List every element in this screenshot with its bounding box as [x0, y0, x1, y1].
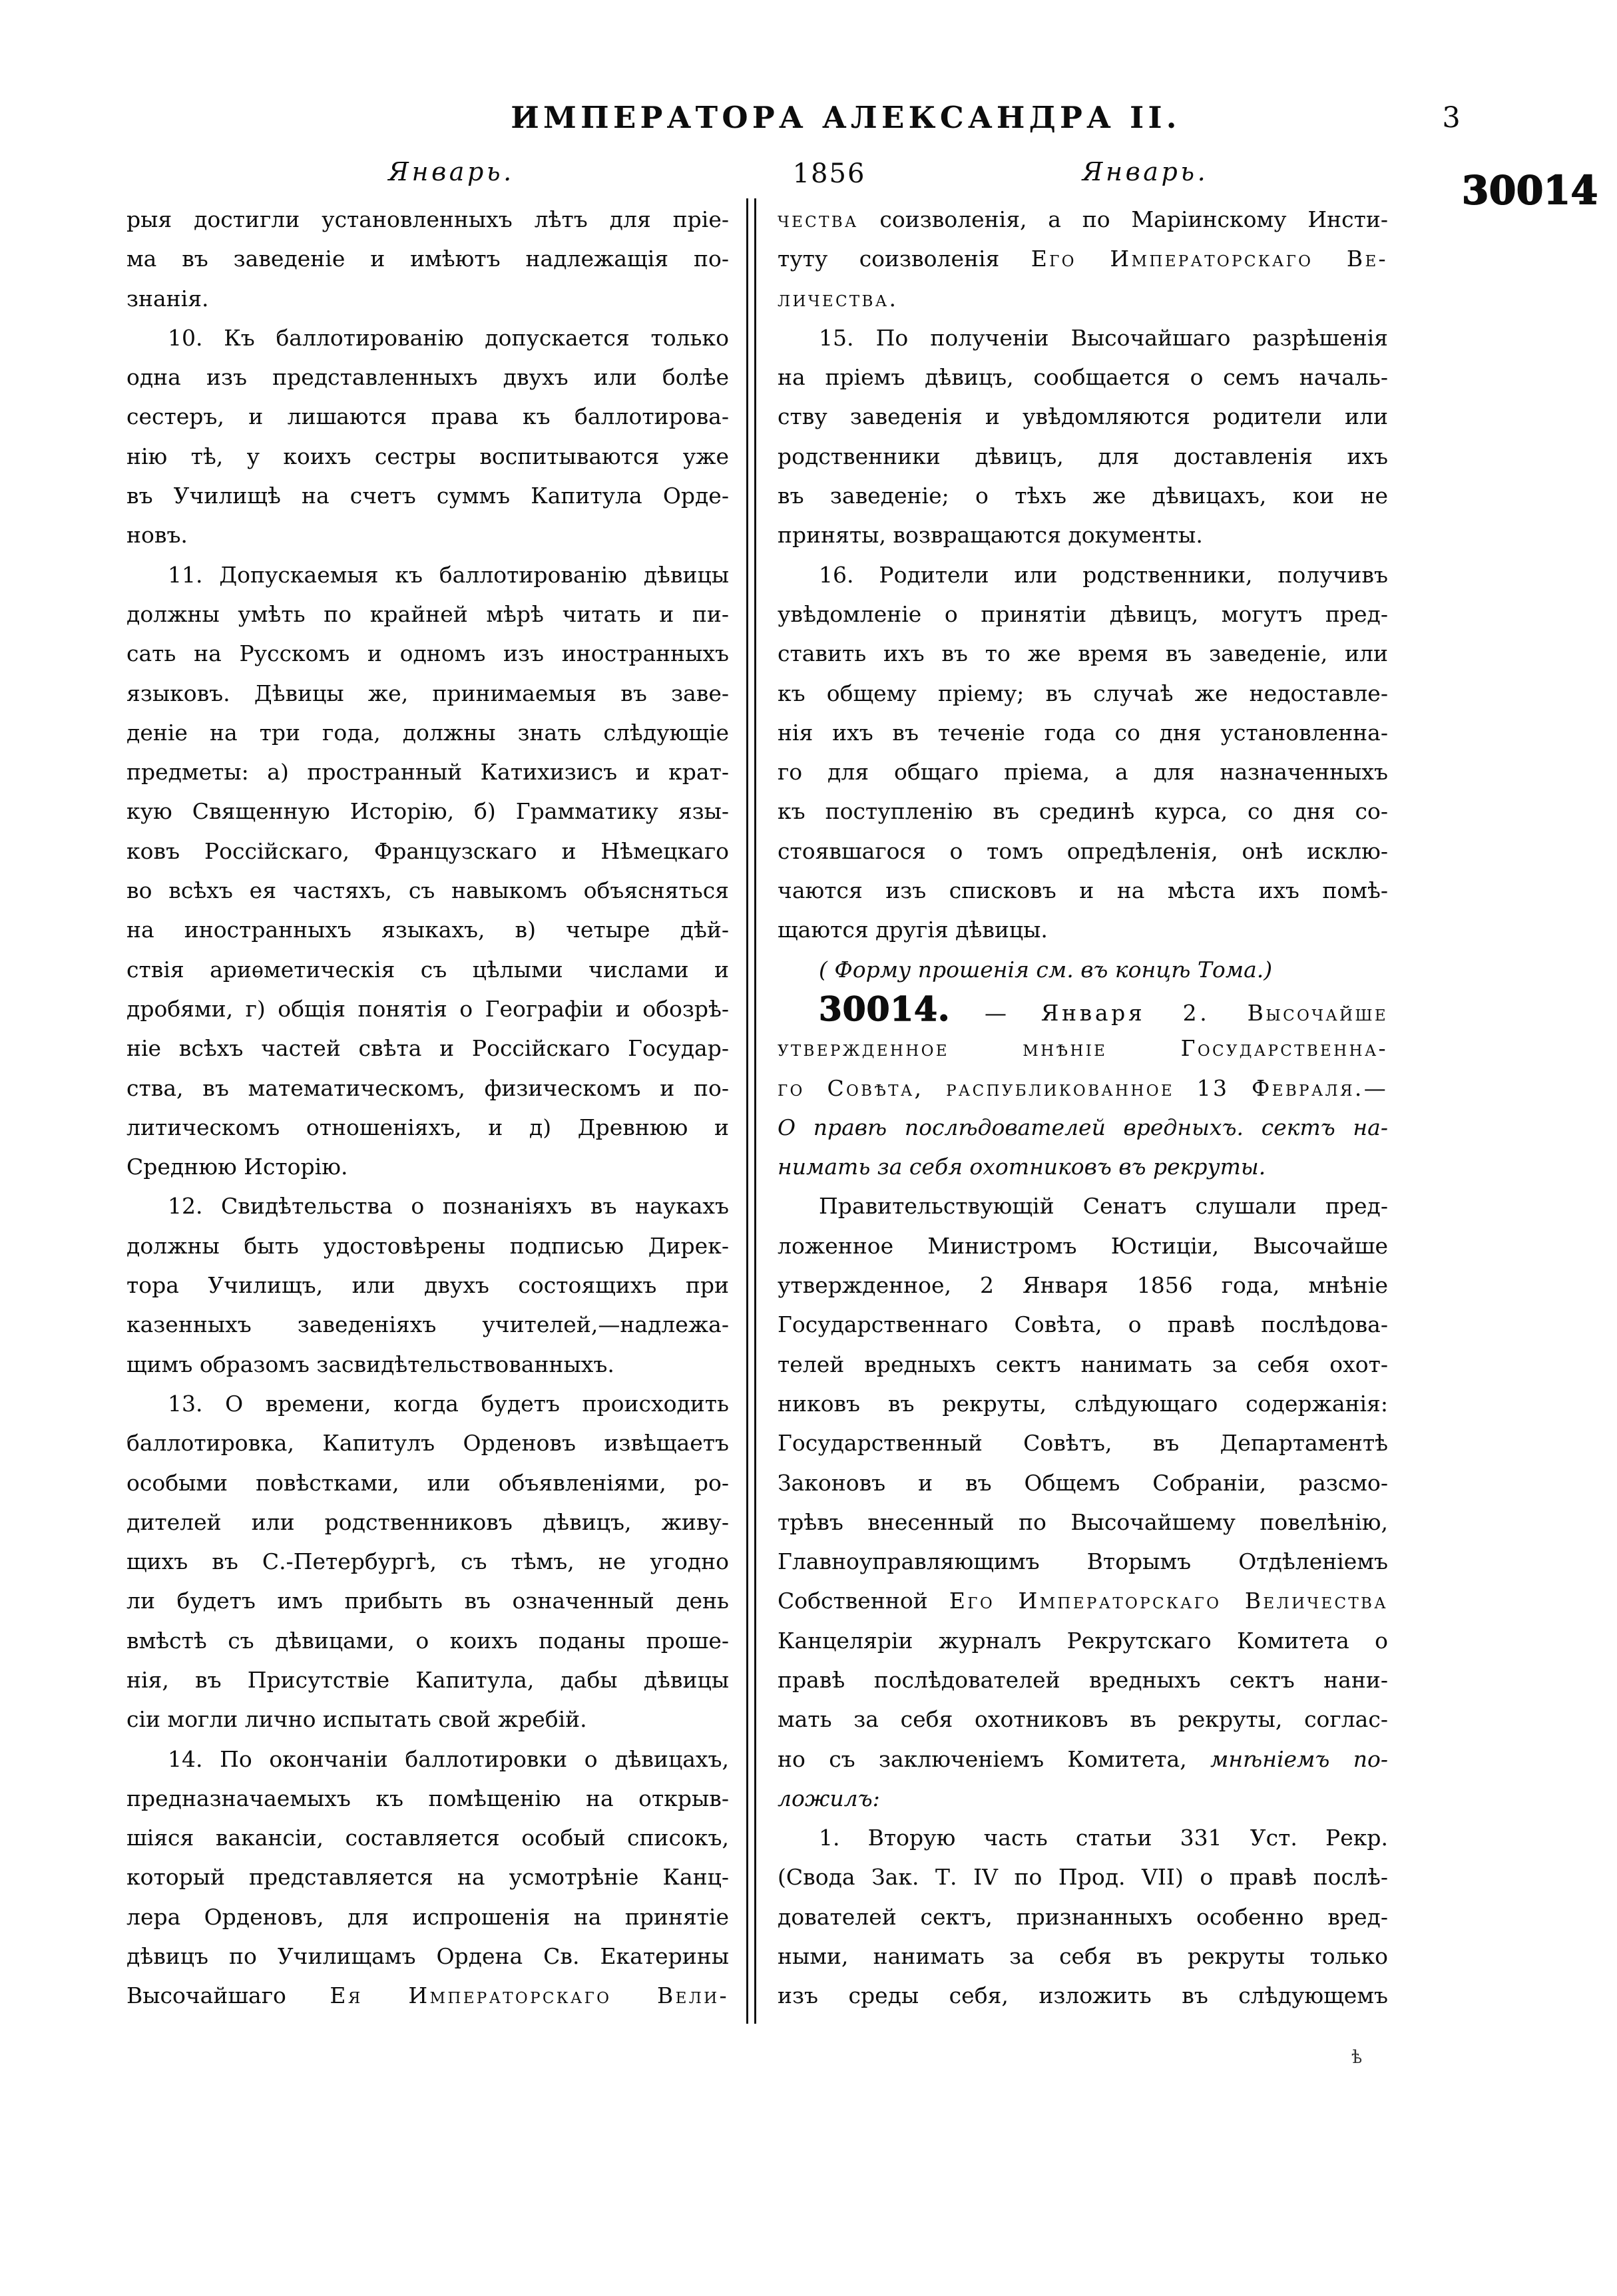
text-segment: литическомъ отношеніяхъ, и д) Древнюю и: [126, 1114, 729, 1140]
text-segment: щимъ образомъ засвидѣтельствованныхъ.: [126, 1351, 614, 1377]
text-line: [778, 555, 1388, 594]
text-line: [778, 674, 1388, 713]
text-segment: лера Орденовъ, для испрошенія на принятіе: [126, 1903, 729, 1930]
margin-act-number: 30014: [1462, 168, 1598, 213]
text-segment: мать за себя охотниковъ въ рекруты, соглас-: [778, 1706, 1388, 1733]
text-segment: Среднюю Исторію.: [126, 1154, 348, 1180]
text-line: [778, 1660, 1388, 1700]
text-line: [126, 831, 729, 871]
text-segment: —: [950, 999, 1041, 1026]
text-segment: увѣдомленіе о принятіи дѣвицъ, могутъ пред-: [778, 600, 1388, 627]
text-line: [778, 950, 1388, 989]
text-line: [778, 1068, 1388, 1108]
text-line: [778, 910, 1388, 949]
text-line: [126, 1423, 729, 1463]
text-segment: ными, нанимать за себя въ рекруты только: [778, 1943, 1388, 1970]
text-line: [126, 357, 729, 397]
text-segment: ма въ заведеніе и имѣютъ надлежащія по-: [126, 246, 729, 272]
text-segment: ніе всѣхъ частей свѣта и Россійскаго Государ-: [126, 1035, 729, 1062]
text-segment: соизволенія, а по Маріинскому Инсти-: [858, 206, 1388, 232]
text-line: [126, 1581, 729, 1620]
text-segment: утвержденное мнѣніе Государственна-: [778, 1035, 1388, 1062]
text-line: [778, 1345, 1388, 1384]
text-segment: Ея Императорскаго Вели-: [330, 1982, 729, 2009]
text-line: [126, 634, 729, 673]
text-segment: Высочайшаго: [126, 1982, 330, 2009]
text-line: [778, 1542, 1388, 1581]
text-segment: шіяся вакансіи, составляется особый списокъ,: [126, 1825, 729, 1851]
text-line: [778, 515, 1388, 555]
text-line: [778, 1226, 1388, 1265]
text-line: [126, 1384, 729, 1423]
running-head-month-left: Январь.: [388, 157, 515, 186]
text-segment: ставить ихъ въ то же время въ заведеніе, или: [778, 640, 1388, 667]
text-line: [778, 831, 1388, 871]
text-segment: баллотировка, Капитулъ Орденовъ извѣщаетъ: [126, 1430, 729, 1457]
text-line: [778, 1897, 1388, 1937]
text-line: [778, 1265, 1388, 1305]
text-segment: нія, въ Присутствіе Капитула, дабы дѣвицы: [126, 1666, 729, 1693]
text-segment: деніе на три года, должны знать слѣдующіе: [126, 719, 729, 746]
text-line: [126, 1345, 729, 1384]
text-segment: ству заведенія и увѣдомляются родители или: [778, 403, 1388, 430]
text-segment: Главноуправляющимъ Вторымъ Отдѣленіемъ: [778, 1548, 1388, 1575]
text-segment: 15. По полученіи Высочайшаго разрѣшенія: [819, 324, 1388, 351]
text-line: [778, 279, 1388, 318]
text-line: [126, 318, 729, 357]
text-line: [126, 200, 729, 239]
text-line: [778, 1581, 1388, 1620]
text-line: [778, 357, 1388, 397]
text-line: [126, 1463, 729, 1502]
text-line: [778, 1976, 1388, 2015]
text-line: [126, 1305, 729, 1344]
text-segment: щихъ въ С.-Петербургѣ, съ тѣмъ, не угодно: [126, 1548, 729, 1575]
text-segment: должны умѣть по крайней мѣрѣ читать и пи-: [126, 600, 729, 627]
text-segment: но съ заключеніемъ Комитета,: [778, 1745, 1211, 1772]
text-line: [778, 792, 1388, 831]
text-line: [126, 792, 729, 831]
text-line: [126, 1976, 729, 2015]
text-line: [126, 752, 729, 792]
text-line: [778, 1186, 1388, 1226]
text-line: [778, 1147, 1388, 1186]
text-segment: Законовъ и въ Общемъ Собраніи, разсмо-: [778, 1469, 1388, 1496]
text-segment: родственники дѣвицъ, для доставленія ихъ: [778, 443, 1388, 469]
text-line: [126, 1068, 729, 1108]
text-segment: 11. Допускаемыя къ баллотированію дѣвицы: [168, 561, 729, 588]
text-line: [778, 1818, 1388, 1857]
text-segment: нія ихъ въ теченіе года со дня установленна-: [778, 719, 1388, 746]
text-segment: телей вредныхъ сектъ нанимать за себя охот-: [778, 1351, 1388, 1377]
text-segment: утвержденное, 2 Января 1856 года, мнѣніе: [778, 1272, 1388, 1299]
text-segment: въ Училищѣ на счетъ суммъ Капитула Орде-: [126, 483, 729, 509]
text-segment: туту соизволенія: [778, 246, 1031, 272]
text-segment: Высочайше: [1247, 999, 1388, 1026]
text-segment: особыми повѣстками, или объявленіями, ро-: [126, 1469, 729, 1496]
text-segment: Государственнаго Совѣта, о правѣ послѣдова-: [778, 1311, 1388, 1338]
text-segment: рыя достигли установленныхъ лѣтъ для пріе-: [126, 206, 729, 232]
text-line: [778, 1108, 1388, 1147]
text-line: [126, 1621, 729, 1660]
text-segment: предназначаемыхъ къ помѣщенію на открыв-: [126, 1785, 729, 1811]
page-title: ИМПЕРАТОРА АЛЕКСАНДРА II.: [511, 100, 1181, 135]
text-segment: изъ среды себя, изложить въ слѣдующемъ: [778, 1982, 1388, 2009]
text-line: [778, 594, 1388, 634]
text-line: [778, 200, 1388, 239]
text-line: [778, 1779, 1388, 1818]
text-line: [778, 1621, 1388, 1660]
text-segment: го Совѣта, распубликованное 13 Февраля.—: [778, 1074, 1388, 1101]
text-segment: вмѣстѣ съ дѣвицами, о коихъ поданы проше-: [126, 1627, 729, 1654]
text-segment: который представляется на усмотрѣніе Канц-: [126, 1864, 729, 1891]
text-segment: 30014.: [819, 989, 951, 1029]
running-head-year: 1856: [792, 158, 866, 189]
text-segment: никовъ въ рекруты, слѣдующаго содержанія:: [778, 1390, 1388, 1417]
text-line: [126, 1542, 729, 1581]
text-segment: во всѣхъ ея частяхъ, съ навыкомъ объясняться: [126, 877, 729, 904]
text-segment: Собственной: [778, 1588, 949, 1614]
text-line: [778, 1384, 1388, 1423]
text-segment: Января 2.: [1040, 999, 1248, 1026]
text-line: [778, 1937, 1388, 1976]
text-segment: на пріемъ дѣвицъ, сообщается о семъ началь-: [778, 364, 1388, 391]
text-line: [778, 989, 1388, 1029]
text-segment: тора Училищъ, или двухъ состоящихъ при: [126, 1272, 729, 1299]
text-line: [126, 1779, 729, 1818]
text-segment: 12. Свидѣтельства о познаніяхъ въ наукахъ: [168, 1193, 729, 1220]
text-line: [126, 555, 729, 594]
text-line: [126, 279, 729, 318]
text-line: [778, 1423, 1388, 1463]
text-segment: мнѣніемъ по-: [1210, 1745, 1389, 1772]
text-segment: трѣвъ внесенный по Высочайшему повелѣнію,: [778, 1508, 1388, 1535]
text-segment: сать на Русскомъ и одномъ изъ иностранныхъ: [126, 640, 729, 667]
text-segment: О правѣ послѣдователей вредныхъ. сектъ на-: [778, 1114, 1388, 1140]
text-line: [126, 1186, 729, 1226]
text-segment: предметы: а) пространный Катихизисъ и крат-: [126, 759, 729, 786]
text-segment: Его Императорскаго Величества: [949, 1588, 1388, 1614]
column-left: [126, 200, 729, 2016]
text-line: [778, 713, 1388, 752]
text-segment: сіи могли лично испытать свой жребій.: [126, 1706, 587, 1733]
text-segment: 14. По окончаніи баллотировки о дѣвицахъ,: [168, 1745, 729, 1772]
text-segment: (Свода Зак. Т. IV по Прод. VII) о правѣ послѣ-: [778, 1864, 1388, 1891]
text-segment: кую Священную Исторію, б) Грамматику язы-: [126, 798, 729, 825]
text-line: [778, 1502, 1388, 1542]
text-segment: ковъ Россійскаго, Французскаго и Нѣмецкаго: [126, 837, 729, 864]
text-segment: чества: [778, 206, 859, 232]
text-line: [126, 950, 729, 989]
text-segment: щаются другія дѣвицы.: [778, 917, 1048, 943]
text-segment: одна изъ представленныхъ двухъ или болѣе: [126, 364, 729, 391]
text-line: [778, 239, 1388, 278]
text-segment: ( Форму прошенія см. въ концѣ Тома.): [819, 956, 1273, 983]
text-line: [778, 318, 1388, 357]
text-line: [126, 1108, 729, 1147]
text-segment: ствія ариѳметическія съ цѣлыми числами и: [126, 956, 729, 983]
text-segment: личества.: [778, 285, 899, 312]
text-segment: ства, въ математическомъ, физическомъ и по-: [126, 1074, 729, 1101]
text-segment: должны быть удостовѣрены подписью Дирек-: [126, 1232, 729, 1259]
text-line: [126, 674, 729, 713]
text-line: [126, 239, 729, 278]
text-line: [126, 1739, 729, 1779]
print-artifact: ѣ: [1351, 2047, 1363, 2068]
text-line: [778, 476, 1388, 515]
text-line: [126, 1660, 729, 1700]
text-line: [126, 476, 729, 515]
text-line: [126, 1700, 729, 1739]
text-segment: 1. Вторую часть статьи 331 Уст. Рекр.: [819, 1825, 1388, 1851]
text-line: [126, 871, 729, 910]
text-segment: нимать за себя охотниковъ въ рекруты.: [778, 1154, 1266, 1180]
text-line: [126, 1857, 729, 1897]
text-line: [126, 515, 729, 555]
text-segment: нію тѣ, у коихъ сестры воспитываются уже: [126, 443, 729, 469]
text-segment: 13. О времени, когда будетъ происходить: [168, 1390, 729, 1417]
running-head-month-right: Январь.: [1082, 157, 1209, 186]
text-segment: го для общаго пріема, а для назначенныхъ: [778, 759, 1388, 786]
text-segment: дѣвицъ по Училищамъ Ордена Св. Екатерины: [126, 1943, 729, 1970]
column-divider-rule: [746, 198, 756, 2024]
text-segment: дробями, г) общія понятія о Географіи и обозрѣ-: [126, 995, 729, 1022]
text-line: [778, 397, 1388, 436]
text-line: [778, 1463, 1388, 1502]
text-line: [126, 713, 729, 752]
text-line: [126, 1502, 729, 1542]
text-segment: правѣ послѣдователей вредныхъ сектъ нани-: [778, 1666, 1388, 1693]
column-right: [778, 200, 1388, 2016]
text-line: [778, 752, 1388, 792]
text-line: [126, 1029, 729, 1068]
text-segment: приняты, возвращаются документы.: [778, 522, 1203, 549]
text-line: [778, 1739, 1388, 1779]
text-line: [126, 1897, 729, 1937]
text-segment: на иностранныхъ языкахъ, в) четыре дѣй-: [126, 917, 729, 943]
text-segment: новъ.: [126, 522, 188, 549]
text-line: [126, 437, 729, 476]
text-line: [126, 1147, 729, 1186]
text-segment: стоявшагося о томъ опредѣленія, онѣ исклю-: [778, 837, 1388, 864]
text-line: [778, 437, 1388, 476]
text-segment: 10. Къ баллотированію допускается только: [168, 324, 729, 351]
text-line: [126, 910, 729, 949]
text-segment: Канцеляріи журналъ Рекрутскаго Комитета о: [778, 1627, 1388, 1654]
text-segment: казенныхъ заведеніяхъ учителей,—надлежа-: [126, 1311, 729, 1338]
text-segment: ложенное Министромъ Юстиціи, Высочайше: [778, 1232, 1388, 1259]
text-segment: Государственный Совѣтъ, въ Департаментѣ: [778, 1430, 1388, 1457]
text-line: [126, 1265, 729, 1305]
text-segment: къ общему пріему; въ случаѣ же недоставле-: [778, 680, 1388, 706]
text-line: [778, 871, 1388, 910]
text-line: [126, 1226, 729, 1265]
text-segment: дователей сектъ, признанныхъ особенно вред-: [778, 1903, 1388, 1930]
text-line: [778, 634, 1388, 673]
text-line: [126, 1937, 729, 1976]
text-segment: чаются изъ списковъ и на мѣста ихъ помѣ-: [778, 877, 1388, 904]
text-segment: языковъ. Дѣвицы же, принимаемыя въ заве-: [126, 680, 729, 706]
text-segment: въ заведеніе; о тѣхъ же дѣвицахъ, кои не: [778, 483, 1388, 509]
text-line: [126, 1818, 729, 1857]
text-segment: сестеръ, и лишаются права къ баллотирова-: [126, 403, 729, 430]
text-line: [126, 397, 729, 436]
text-line: [126, 989, 729, 1029]
text-segment: ли будетъ имъ прибыть въ означенный день: [126, 1588, 729, 1614]
text-segment: знанія.: [126, 285, 209, 312]
text-line: [778, 1857, 1388, 1897]
text-segment: Его Императорскаго Ве-: [1031, 246, 1388, 272]
text-segment: ложилъ:: [778, 1785, 880, 1811]
text-line: [778, 1305, 1388, 1344]
text-line: [126, 594, 729, 634]
page-number: 3: [1442, 101, 1461, 134]
text-segment: дителей или родственниковъ дѣвицъ, живу-: [126, 1508, 729, 1535]
text-line: [778, 1029, 1388, 1068]
text-segment: 16. Родители или родственники, получивъ: [819, 561, 1388, 588]
text-line: [778, 1700, 1388, 1739]
text-segment: Правительствующій Сенатъ слушали пред-: [819, 1193, 1388, 1220]
text-segment: къ поступленію въ срединѣ курса, со дня со-: [778, 798, 1388, 825]
